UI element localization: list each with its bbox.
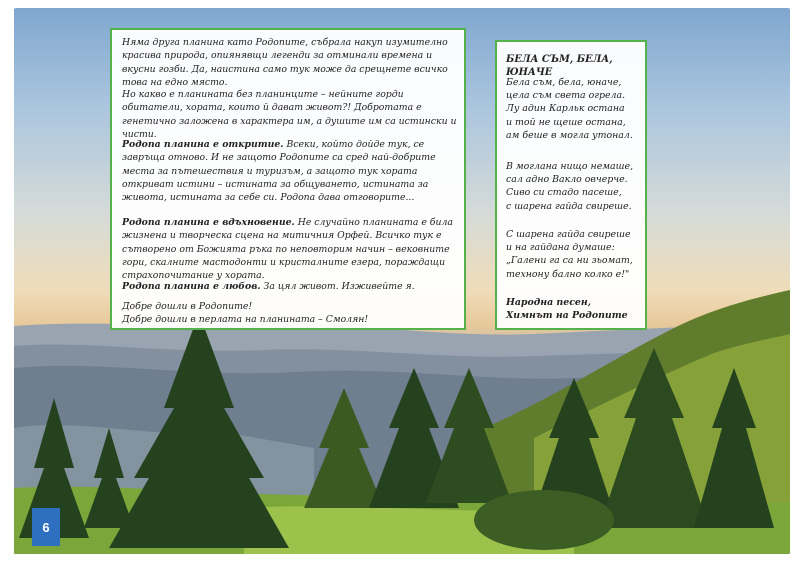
welcome-line-2: Добре дошли в перлата на планината – Смолян!: [122, 314, 369, 325]
attribution-line-1: Народна песен,: [506, 297, 591, 308]
intro-paragraph: Няма друга планина като Родопите, събрала накуп изумително красива природа, опиянявщи легенди за отминали времена и вкусни гозби. Да, наистина само тук може да срещнете всичко това на едно място.: [122, 37, 448, 88]
love-text: За цял живот. Изживейте я.: [260, 281, 415, 292]
verse-line: технону бално колко е!": [506, 268, 630, 280]
song-stanza-2: [506, 160, 640, 213]
verse-line: С шарена гайда свиреше: [506, 229, 631, 240]
discovery-heading: Родопа планина е откритие.: [122, 139, 284, 150]
song-text-box: [495, 40, 647, 330]
page-number-badge: 6: [32, 508, 60, 546]
discovery-text: Всеки, който дойде тук, се завръща отново. И не защото Родопите са сред най-добрите места за пътешествия и туризъм, а защото тук хората откриват истини – истината за общуването, истината за живота, истината за себе си. Родопа дава отговорите...: [122, 139, 436, 204]
verse-line: и той не щеше остана,: [506, 116, 626, 128]
intro-text-box: [110, 28, 466, 330]
love-paragraph: [122, 280, 458, 293]
verse-line: цела съм света огрела.: [506, 90, 626, 102]
inspiration-heading: Родопа планина е вдъхновение.: [122, 217, 295, 228]
verse-line: „Галени га са ни зьомат,: [506, 255, 633, 267]
verse-line: и на гайдана думаше:: [506, 242, 615, 254]
song-stanza-3: [506, 228, 640, 281]
love-heading: Родопа планина е любов.: [122, 281, 261, 292]
verse-line: Лу адин Карльк остана: [506, 103, 625, 115]
song-stanza-1: [506, 76, 640, 142]
inspiration-paragraph: [122, 216, 458, 282]
verse-line: ам беше в могла утонал.: [506, 129, 633, 141]
attribution-line-2: Химнът на Родопите: [506, 310, 628, 322]
discovery-paragraph: [122, 138, 458, 204]
verse-line: В моглана нищо немаше,: [506, 161, 634, 172]
verse-line: Бела съм, бела, юначе,: [506, 77, 622, 88]
song-title: БЕЛА СЪМ, БЕЛА, ЮНАЧЕ: [506, 54, 613, 79]
magazine-page: [14, 8, 790, 554]
welcome-line-1: Добре дошли в Родопите!: [122, 301, 253, 312]
verse-line: Сиво си стадо пасеше,: [506, 187, 622, 199]
song-attribution: [506, 296, 640, 322]
inspiration-text: Не случайно планината е била жизнена и творческа сцена на митичния Орфей. Всичко тук е сътворено от Божията ръка по неповторим начин – вековните гори, скалните мастодонти и кристалните езера, пораждащи страхопочитание у хората.: [122, 217, 453, 282]
people-paragraph: Но какво е планината без планинците – нейните горди обитатели, хората, които й дават живот?! Добротата е генетично заложена в характера им, а душите им са истински и чисти.: [122, 89, 457, 140]
verse-line: сал адно Вакло овчерче.: [506, 174, 628, 186]
verse-line: с шарена гайда свиреше.: [506, 200, 632, 212]
